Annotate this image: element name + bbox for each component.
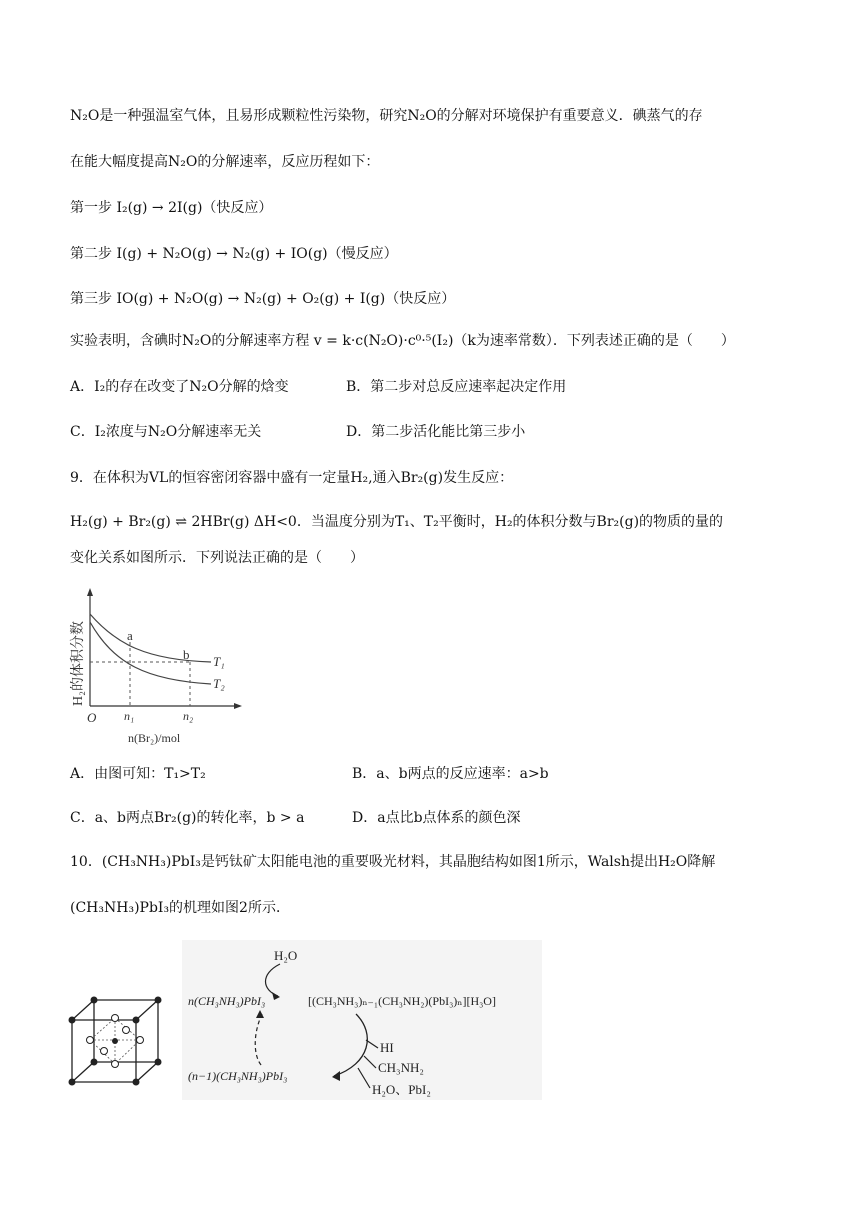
q9-line-1: 9．在体积为VL的恒容密闭容器中盛有一定量H₂,通入Br₂(g)发生反应：: [70, 470, 514, 486]
h2o-pbi2-label: H₂O、PbI₂: [372, 1082, 431, 1097]
h2o-label: H₂O: [274, 948, 298, 963]
q8-line-2: 在能大幅度提高N₂O的分解速率，反应历程如下：: [70, 154, 380, 170]
q10-line-1: 10．(CH₃NH₃)PbI₃是钙钛矿太阳能电池的重要吸光材料，其晶胞结构如图1所示，Walsh提出H₂O降解: [70, 854, 716, 870]
hi-label: HI: [380, 1040, 394, 1055]
x-axis-label: n(Br₂)/mol: [128, 731, 181, 745]
origin-label: O: [87, 710, 97, 725]
n2-label: n₂: [183, 709, 194, 723]
n1-label: n₁: [124, 709, 135, 723]
q8-option-b: B．第二步对总反应速率起决定作用: [346, 379, 567, 395]
reactant-label: n(CH₃NH₃)PbI₃: [188, 994, 266, 1008]
q9-option-d: D．a点比b点体系的颜色深: [352, 810, 521, 826]
q10-line-2: (CH₃NH₃)PbI₃的机理如图2所示．: [70, 900, 290, 916]
q8-option-c: C．I₂浓度与N₂O分解速率无关: [70, 424, 262, 440]
q9-line-2: H₂(g) + Br₂(g) ⇌ 2HBr(g) ΔH<0．当温度分别为T₁、T₂平衡时，H₂的体积分数与Br₂(g)的物质的量的: [70, 514, 724, 530]
point-a-label: a: [127, 628, 133, 643]
q8-step-1: 第一步 I₂(g) → 2I(g)（快反应）: [70, 200, 273, 216]
product-label: (n−1)(CH₃NH₃)PbI₃: [188, 1069, 288, 1083]
point-b-label: b: [183, 647, 190, 662]
t2-label: T₂: [213, 676, 225, 691]
mechanism-figure: [182, 940, 542, 1100]
q9-line-3: 变化关系如图所示．下列说法正确的是（ ）: [70, 550, 364, 566]
q8-rate-equation: 实验表明，含碘时N₂O的分解速率方程 v = k·c(N₂O)·c⁰·⁵(I₂)（k为速率常数）．下列表述正确的是（ ）: [70, 333, 735, 349]
y-axis-label: H₂的体积分数: [71, 621, 86, 706]
intermediate-label: [(CH₃NH₃)ₙ₋₁(CH₃NH₂)(PbI₃)ₙ][H₃O]: [308, 994, 496, 1008]
x-axis-arrow: [234, 703, 242, 709]
q8-option-d: D．第二步活化能比第三步小: [346, 424, 526, 440]
q9-option-c: C．a、b两点Br₂(g)的转化率，b > a: [70, 810, 305, 826]
q8-step-2: 第二步 I(g) + N₂O(g) → N₂(g) + IO(g)（慢反应）: [70, 246, 398, 262]
q9-option-a: A．由图可知：T₁>T₂: [70, 766, 206, 782]
q8-option-a: A．I₂的存在改变了N₂O分解的焓变: [70, 379, 289, 395]
y-axis-arrow: [87, 588, 93, 596]
q9-option-b: B．a、b两点的反应速率：a>b: [352, 766, 549, 782]
t1-label: T₁: [213, 654, 225, 669]
q8-line-1: N₂O是一种强温室气体，且易形成颗粒性污染物，研究N₂O的分解对环境保护有重要意义．碘蒸气的存: [70, 108, 703, 124]
curve-t1: [90, 614, 211, 662]
ch3nh2-label: CH₃NH₂: [378, 1060, 424, 1075]
q9-graph: [66, 582, 246, 747]
crystal-cell-figure: [62, 990, 172, 1090]
q8-step-3: 第三步 IO(g) + N₂O(g) → N₂(g) + O₂(g) + I(g)（快反应）: [70, 291, 456, 307]
